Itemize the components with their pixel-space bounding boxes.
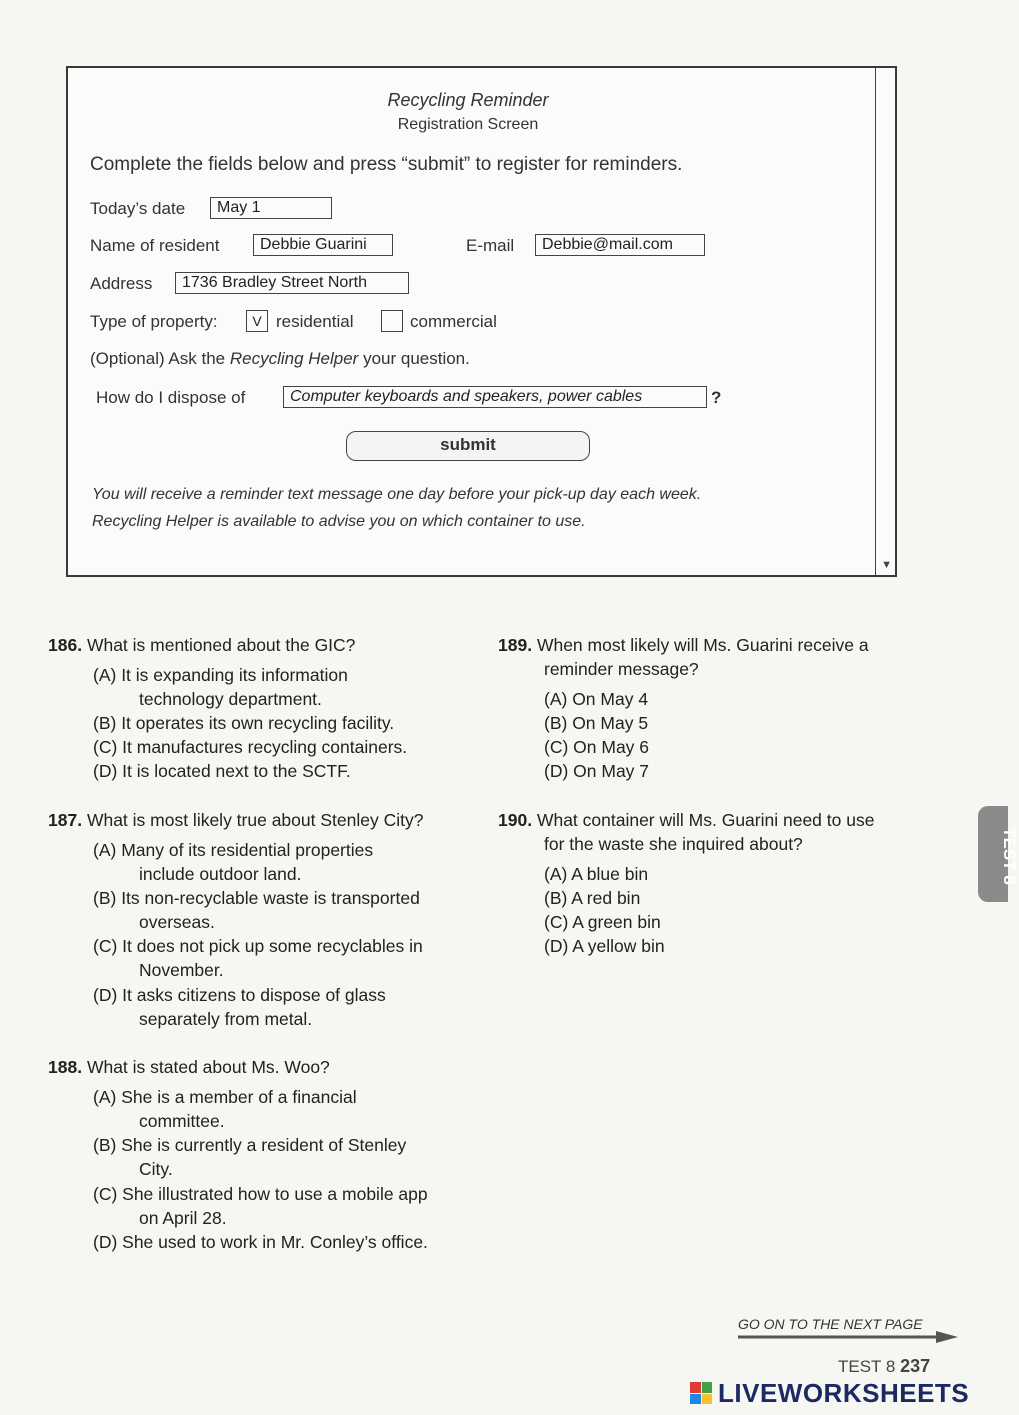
option-186-c[interactable]: (C) It manufactures recycling containers. xyxy=(93,737,408,757)
question-number: 190. xyxy=(498,810,533,830)
question-188 xyxy=(48,1055,330,1079)
liveworksheets-logo-icon xyxy=(690,1382,712,1404)
scroll-down-arrow-icon[interactable]: ▼ xyxy=(881,559,892,571)
email-field[interactable]: Debbie@mail.com xyxy=(535,234,705,256)
name-label: Name of resident xyxy=(90,236,220,255)
question-190 xyxy=(498,808,874,856)
option-186-b[interactable]: (B) It operates its own recycling facility. xyxy=(93,713,395,733)
question-189 xyxy=(498,633,869,681)
option-190-c[interactable]: (C) A green bin xyxy=(544,912,661,932)
next-page-label: GO ON TO THE NEXT PAGE xyxy=(738,1316,923,1332)
question-text: What container will Ms. Guarini need to use xyxy=(536,810,875,830)
question-text: What is mentioned about the GIC? xyxy=(86,635,356,655)
question-number: 189. xyxy=(498,635,533,655)
question-text-cont: reminder message? xyxy=(544,659,699,679)
page-number xyxy=(838,1356,930,1377)
option-189-d[interactable]: (D) On May 7 xyxy=(544,761,650,781)
question-number: 188. xyxy=(48,1057,83,1077)
question-text: What is most likely true about Stenley City? xyxy=(86,810,424,830)
option-189-a[interactable]: (A) On May 4 xyxy=(544,689,649,709)
optional-prefix: (Optional) Ask the xyxy=(90,349,230,368)
scrollbar[interactable] xyxy=(875,68,895,575)
option-188-a[interactable]: (A) She is a member of a financial committee. xyxy=(93,1087,357,1131)
property-type-label: Type of property: xyxy=(90,312,218,331)
question-number: 186. xyxy=(48,635,83,655)
registration-form-window xyxy=(66,66,897,577)
liveworksheets-watermark xyxy=(690,1376,969,1410)
helper-note: Recycling Helper is available to advise you on which container to use. xyxy=(92,513,586,530)
option-186-a[interactable]: (A) It is expanding its information technology department. xyxy=(93,665,348,709)
address-field[interactable]: 1736 Bradley Street North xyxy=(175,272,409,294)
form-subtitle: Registration Screen xyxy=(397,116,539,133)
side-tab-label: TEST 8 xyxy=(999,827,1019,885)
question-text: What is stated about Ms. Woo? xyxy=(86,1057,330,1077)
option-190-b[interactable]: (B) A red bin xyxy=(544,888,641,908)
name-field[interactable]: Debbie Guarini xyxy=(253,234,393,256)
option-186-d[interactable]: (D) It is located next to the SCTF. xyxy=(93,761,351,781)
reminder-note: You will receive a reminder text message one day before your pick-up day each week. xyxy=(92,486,702,503)
question-number: 187. xyxy=(48,810,83,830)
option-187-b[interactable]: (B) Its non-recyclable waste is transported overseas. xyxy=(93,888,420,932)
address-label: Address xyxy=(90,274,153,293)
option-188-c[interactable]: (C) She illustrated how to use a mobile app on April 28. xyxy=(93,1184,428,1228)
option-187-d[interactable]: (D) It asks citizens to dispose of glass separately from metal. xyxy=(93,985,386,1029)
option-188-b[interactable]: (B) She is currently a resident of Stenley City. xyxy=(93,1135,407,1179)
question-187 xyxy=(48,808,423,832)
form-title: Recycling Reminder xyxy=(387,90,549,110)
right-arrow-icon xyxy=(738,1330,960,1344)
page-num: 237 xyxy=(900,1356,931,1376)
option-187-a[interactable]: (A) Many of its residential properties include outdoor land. xyxy=(93,840,374,884)
option-190-a[interactable]: (A) A blue bin xyxy=(544,864,649,884)
question-text-cont: for the waste she inquired about? xyxy=(544,834,803,854)
dispose-question-field[interactable]: Computer keyboards and speakers, power cables xyxy=(283,386,707,408)
test-side-tab xyxy=(978,806,1019,902)
commercial-label: commercial xyxy=(410,312,497,331)
commercial-checkbox[interactable] xyxy=(381,310,403,332)
option-187-c[interactable]: (C) It does not pick up some recyclables in November. xyxy=(93,936,423,980)
question-mark: ? xyxy=(711,388,722,407)
test-label: TEST 8 xyxy=(838,1357,896,1376)
optional-suffix: your question. xyxy=(358,349,470,368)
option-189-b[interactable]: (B) On May 5 xyxy=(544,713,649,733)
form-instruction: Complete the fields below and press “submit” to register for reminders. xyxy=(90,154,683,175)
date-field[interactable]: May 1 xyxy=(210,197,332,219)
email-label: E-mail xyxy=(466,236,515,255)
question-text: When most likely will Ms. Guarini receive a xyxy=(536,635,869,655)
watermark-text: LIVEWORKSHEETS xyxy=(718,1377,970,1408)
recycling-helper-name: Recycling Helper xyxy=(229,349,359,368)
residential-checkbox[interactable]: V xyxy=(246,310,268,332)
option-190-d[interactable]: (D) A yellow bin xyxy=(544,936,665,956)
dispose-label: How do I dispose of xyxy=(96,388,246,407)
option-188-d[interactable]: (D) She used to work in Mr. Conley’s office. xyxy=(93,1232,428,1252)
residential-label: residential xyxy=(276,312,354,331)
submit-button[interactable]: submit xyxy=(346,431,590,461)
question-186 xyxy=(48,633,355,657)
option-189-c[interactable]: (C) On May 6 xyxy=(544,737,650,757)
date-label: Today’s date xyxy=(90,199,186,218)
optional-question-label xyxy=(90,349,470,369)
